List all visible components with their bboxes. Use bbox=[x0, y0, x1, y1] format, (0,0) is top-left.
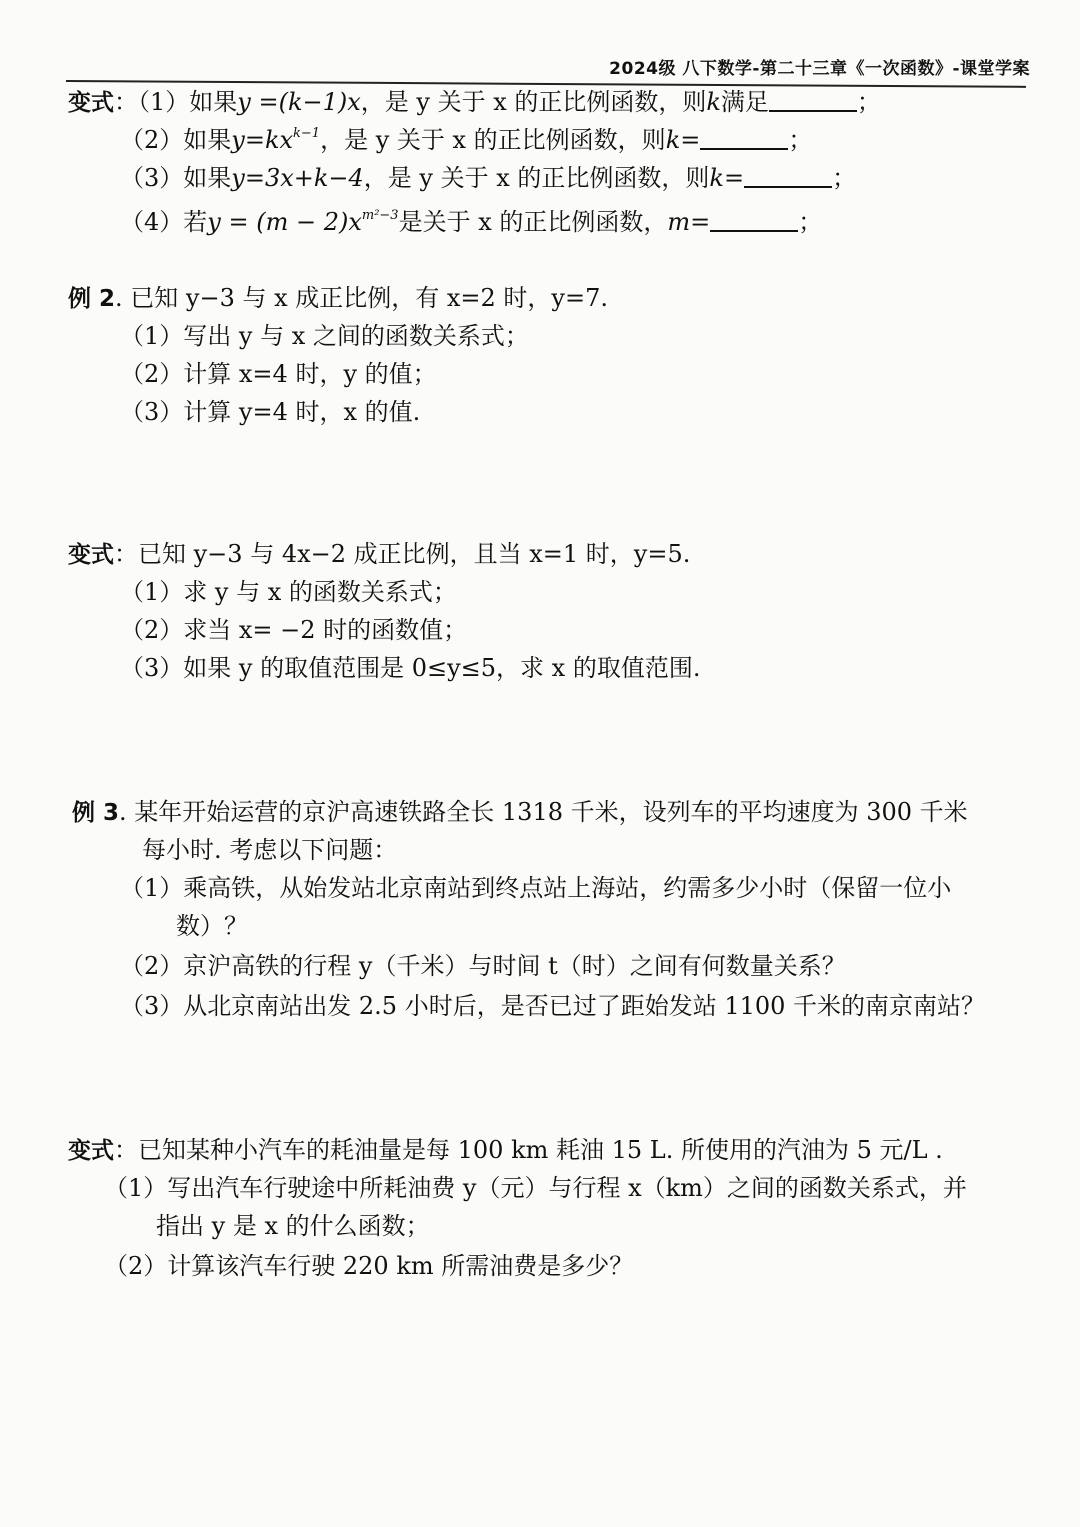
variant1-q1-post: 满足 bbox=[720, 88, 769, 116]
variant3-label: 变式 bbox=[68, 1138, 114, 1164]
example2-item-2: （2）计算 x=4 时，y 的值； bbox=[120, 360, 437, 388]
variant1-q3-mid: ，是 y 关于 x 的正比例函数，则 bbox=[363, 164, 710, 192]
line-end: ； bbox=[798, 208, 823, 236]
variant1-q1 bbox=[68, 86, 881, 119]
variant1-q3-expr: y=3x+k−4 bbox=[231, 164, 364, 192]
variant1-q4-mid: 是关于 x 的正比例函数， bbox=[398, 208, 668, 236]
variant1-q4-pre: （4）若 bbox=[120, 208, 208, 236]
example2-item-3: （3）计算 y=4 时，x 的值. bbox=[120, 398, 421, 426]
variant1-q2-var: k= bbox=[665, 126, 701, 154]
variant2-item-3: （3）如果 y 的取值范围是 0≤y≤5，求 x 的取值范围. bbox=[120, 654, 701, 682]
variant1-q1-mid: ，是 y 关于 x 的正比例函数，则 bbox=[360, 88, 707, 116]
variant2-stem bbox=[68, 538, 690, 571]
variant3-item-1: （1）写出汽车行驶途中所耗油费 y（元）与行程 x（km）之间的函数关系式，并 bbox=[104, 1174, 967, 1202]
variant1-q1-expr: y =(k−1)x bbox=[237, 88, 361, 116]
variant1-q2-pre: （2）如果 bbox=[120, 126, 232, 154]
line-end: ； bbox=[856, 88, 881, 116]
variant1-q1-var: k bbox=[706, 88, 721, 116]
example3-stem bbox=[72, 796, 968, 829]
variant1-q4-base: y = (m − 2)x bbox=[207, 208, 362, 236]
line-end: ； bbox=[788, 126, 813, 154]
variant3-item-1-cont: 指出 y 是 x 的什么函数； bbox=[156, 1212, 430, 1240]
variant2-item-2: （2）求当 x= −2 时的函数值； bbox=[120, 616, 468, 644]
variant1-q2-exponent: k−1 bbox=[293, 126, 321, 141]
example3-stem-cont: 每小时. 考虑以下问题： bbox=[142, 836, 398, 864]
line-end: ； bbox=[832, 164, 857, 192]
answer-blank bbox=[700, 126, 788, 150]
variant1-q2-base: y=kx bbox=[231, 126, 294, 154]
variant1-q3-var: k= bbox=[709, 164, 745, 192]
example3-label: 例 3 bbox=[72, 800, 120, 826]
example3-text: . 某年开始运营的京沪高速铁路全长 1318 千米，设列车的平均速度为 300 千米 bbox=[119, 798, 968, 826]
answer-blank bbox=[744, 164, 832, 188]
variant2-label: 变式 bbox=[68, 542, 114, 568]
worksheet-header: 2024级 八下数学-第二十三章《一次函数》-课堂学案 bbox=[609, 59, 1030, 79]
variant1-q1-pre: ：（1）如果 bbox=[114, 88, 238, 116]
example2-stem bbox=[68, 282, 608, 315]
variant3-item-2: （2）计算该汽车行驶 220 km 所需油费是多少？ bbox=[104, 1252, 634, 1280]
variant1-q2 bbox=[120, 124, 812, 156]
example2-text: . 已知 y−3 与 x 成正比例，有 x=2 时，y=7. bbox=[115, 284, 608, 312]
example2-label: 例 2 bbox=[68, 286, 116, 312]
variant1-label: 变式 bbox=[68, 90, 114, 116]
variant2-item-1: （1）求 y 与 x 的函数关系式； bbox=[120, 578, 457, 606]
variant1-q3 bbox=[120, 162, 856, 194]
example3-item-1-cont: 数）？ bbox=[176, 912, 248, 940]
answer-blank bbox=[769, 88, 857, 112]
example2-item-1: （1）写出 y 与 x 之间的函数关系式； bbox=[120, 322, 529, 350]
variant3-stem bbox=[68, 1134, 943, 1167]
example3-item-2: （2）京沪高铁的行程 y（千米）与时间 t（时）之间有何数量关系？ bbox=[120, 952, 846, 980]
variant3-text: ：已知某种小汽车的耗油量是每 100 km 耗油 15 L. 所使用的汽油为 5 元/L . bbox=[114, 1136, 943, 1164]
answer-blank bbox=[710, 208, 798, 232]
variant1-q4-var: m= bbox=[667, 208, 711, 236]
variant1-q2-mid: ，是 y 关于 x 的正比例函数，则 bbox=[320, 126, 666, 154]
variant1-q3-pre: （3）如果 bbox=[120, 164, 232, 192]
example3-item-1: （1）乘高铁，从始发站北京南站到终点站上海站，约需多少小时（保留一位小 bbox=[120, 874, 952, 902]
variant1-q4 bbox=[120, 206, 822, 238]
example3-item-3: （3）从北京南站出发 2.5 小时后，是否已过了距始发站 1100 千米的南京南站？ bbox=[120, 992, 986, 1020]
variant2-text: ：已知 y−3 与 4x−2 成正比例，且当 x=1 时，y=5. bbox=[114, 540, 691, 568]
variant1-q4-exponent: m²−3 bbox=[361, 208, 399, 223]
